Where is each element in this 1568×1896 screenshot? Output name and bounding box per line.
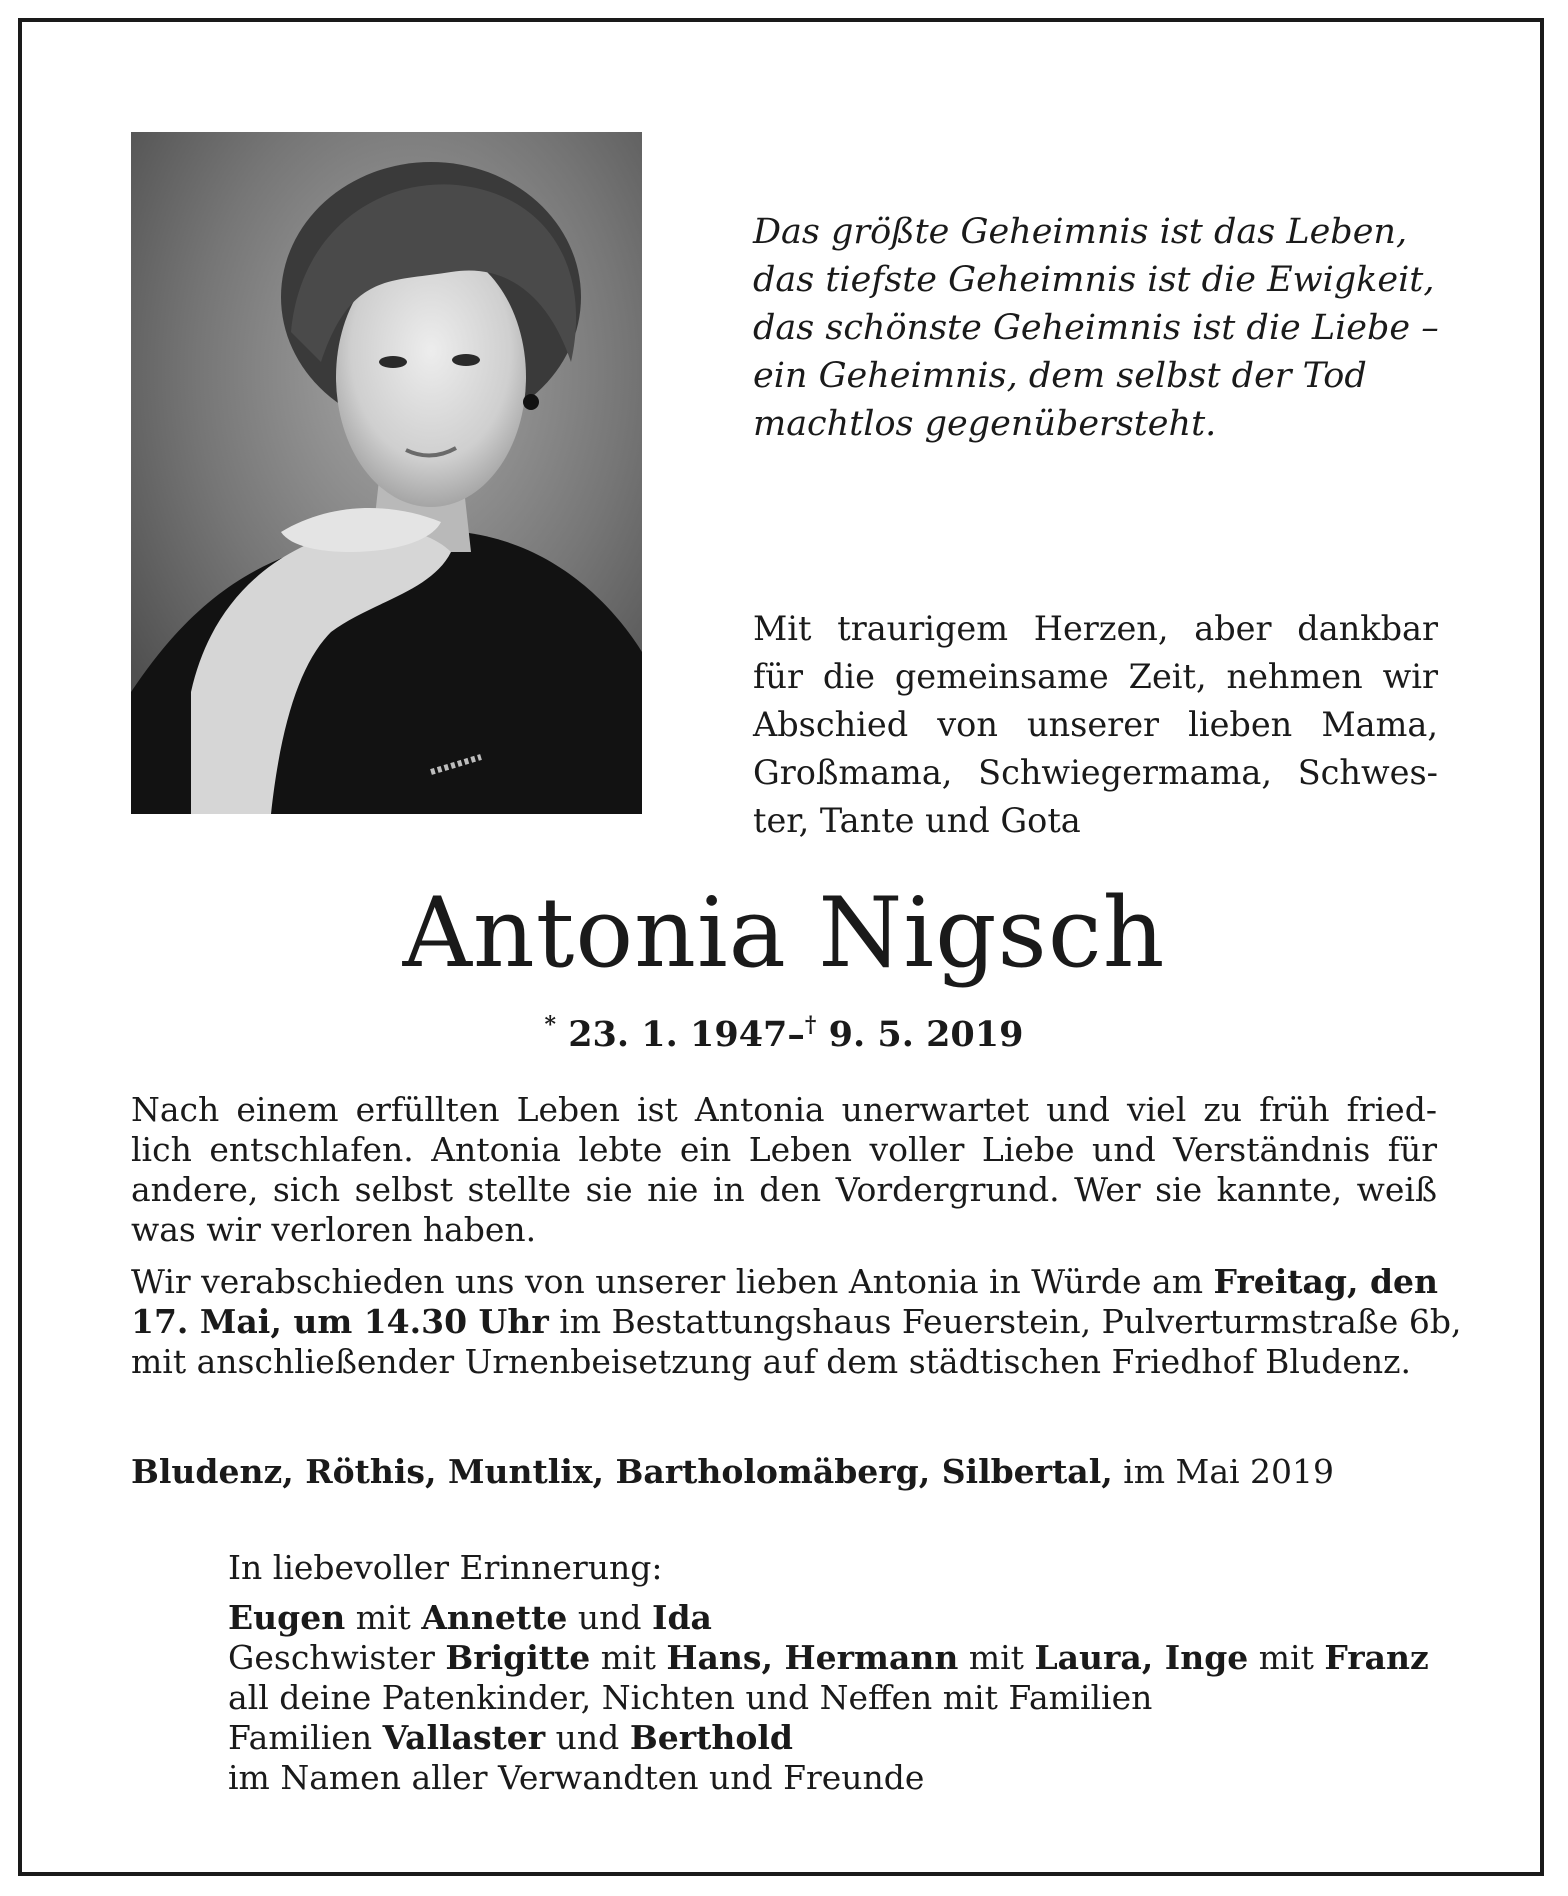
mourner-name: Eugen [228, 1598, 346, 1637]
intro-line: für die gemeinsame Zeit, nehmen wir [753, 657, 1438, 696]
text-line: was wir verloren haben. [131, 1210, 537, 1249]
date-separator: – [787, 1014, 805, 1055]
quote-line: ein Geheimnis, dem selbst der Tod [753, 356, 1367, 396]
birth-symbol: * [544, 1012, 557, 1038]
quote-line: machtlos gegenübersteht. [753, 404, 1217, 444]
mourners-heading: In liebevoller Erinnerung: [228, 1548, 663, 1587]
text-segment: und [567, 1598, 653, 1637]
intro-line: Abschied von unserer lieben Mama, [753, 705, 1438, 744]
quote-line: das schönste Geheimnis ist die Liebe – [753, 308, 1439, 348]
date-text: im Mai 2019 [1112, 1452, 1335, 1491]
mourner-line [228, 1598, 1448, 1638]
text-segment: und [545, 1718, 630, 1757]
text-line [131, 1262, 1437, 1302]
quote-line: das tiefste Geheimnis ist die Ewigkeit, [753, 260, 1435, 300]
text-line: mit anschließender Urnenbeisetzung auf dem städtischen Friedhof Bludenz. [131, 1342, 1412, 1381]
mourner-name: Annette [421, 1598, 568, 1637]
text-line: andere, sich selbst stellte sie nie in den Vordergrund. Wer sie kannte, weiß [131, 1170, 1437, 1209]
mourner-line [228, 1718, 1448, 1758]
mourner-name: Berthold [629, 1718, 793, 1757]
mourner-name: Hans, Hermann [666, 1638, 959, 1677]
mourner-name: Laura, Inge [1034, 1638, 1249, 1677]
mourners-block [228, 1548, 1448, 1798]
text-segment: mit [590, 1638, 667, 1677]
deceased-name: Antonia Nigsch [402, 877, 1166, 989]
mourner-line: im Namen aller Verwandten und Freunde [228, 1758, 925, 1797]
text-segment: mit [345, 1598, 422, 1637]
text-segment: Familien [228, 1718, 383, 1757]
quote-block [753, 208, 1439, 448]
text-segment: Geschwister [228, 1638, 446, 1677]
intro-line: Mit traurigem Herzen, aber dankbar [753, 609, 1438, 648]
quote-line: Das größte Geheimnis ist das Leben, [753, 212, 1408, 252]
intro-line: Großmama, Schwiegermama, Schwes- [753, 753, 1438, 792]
text-segment: mit [958, 1638, 1035, 1677]
text-line: Nach einem erfüllten Leben ist Antonia unerwartet und viel zu früh fried- [131, 1090, 1437, 1129]
mourner-name: Ida [652, 1598, 712, 1637]
mourner-line: all deine Patenkinder, Nichten und Neffen mit Familien [228, 1678, 1153, 1717]
funeral-time: 17. Mai, um 14.30 Uhr [131, 1302, 549, 1341]
text-segment: Wir verabschieden uns von unserer lieben Antonia in Würde am [131, 1262, 1214, 1301]
portrait-photo [131, 132, 642, 814]
obituary-text [131, 1090, 1462, 1382]
text-segment: im Bestattungshaus Feuerstein, Pulverturmstraße 6b, [548, 1302, 1462, 1341]
birth-date: 23. 1. 1947 [568, 1014, 788, 1055]
funeral-info [131, 1262, 1462, 1382]
intro-block [753, 605, 1438, 845]
places-line [131, 1452, 1437, 1492]
mourner-line [228, 1638, 1448, 1678]
text-segment: mit [1248, 1638, 1325, 1677]
mourner-name: Brigitte [445, 1638, 591, 1677]
text-line: lich entschlafen. Antonia lebte ein Leben voller Liebe und Verständnis für [131, 1130, 1437, 1169]
death-date: 9. 5. 2019 [828, 1014, 1024, 1055]
mourner-name: Vallaster [382, 1718, 546, 1757]
intro-line: ter, Tante und Gota [753, 801, 1081, 840]
mourner-name: Franz [1324, 1638, 1429, 1677]
text-line [131, 1302, 1462, 1342]
life-dates [0, 1001, 1568, 1059]
death-symbol: † [804, 1012, 817, 1038]
place-names: Bludenz, Röthis, Muntlix, Bartholomäberg, Silbertal, [131, 1452, 1113, 1491]
funeral-day: Freitag, den [1213, 1262, 1439, 1301]
